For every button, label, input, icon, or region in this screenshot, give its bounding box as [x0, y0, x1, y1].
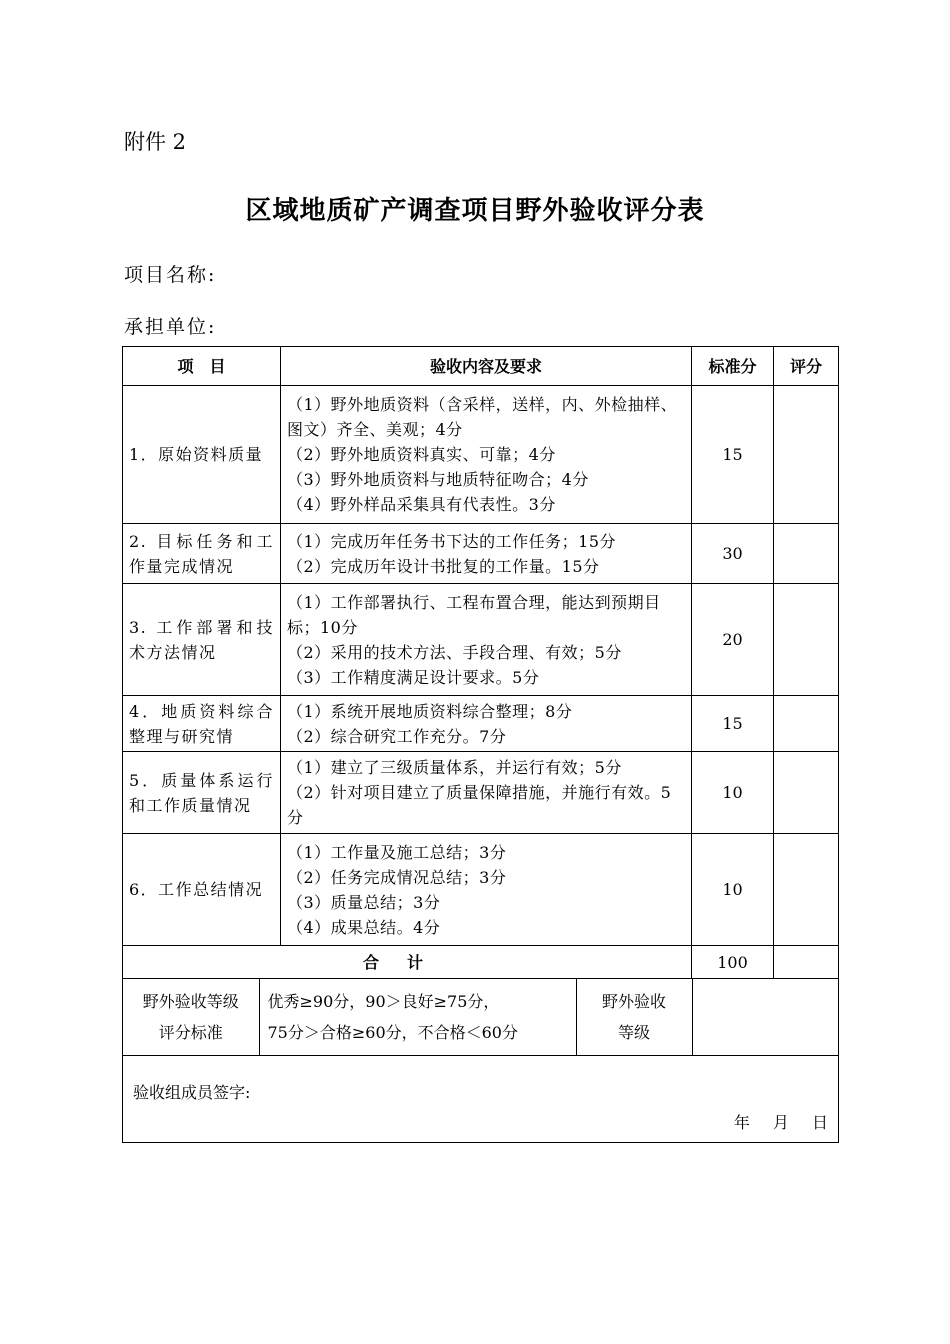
- content-line: （1）工作部署执行、工程布置合理，能达到预期目标；10分: [287, 592, 661, 637]
- content-line: （3）质量总结；3分: [287, 892, 441, 912]
- standard-score: 15: [692, 696, 774, 752]
- table-row: [123, 752, 839, 834]
- attachment-label: 附件 2: [124, 130, 187, 154]
- grade-level-line: 等级: [617, 1023, 650, 1042]
- project-name-label: 项目名称:: [124, 264, 217, 286]
- signature-section[interactable]: [123, 1056, 839, 1143]
- score-input-cell[interactable]: [774, 584, 839, 696]
- item-cell: 2. 目标任务和工作量完成情况: [123, 524, 281, 584]
- item-cell: 6．工作总结情况: [123, 834, 281, 946]
- grade-criteria-line: 优秀≥90分，90＞良好≥75分，: [267, 992, 500, 1011]
- table-row: [123, 696, 839, 752]
- grade-level-value[interactable]: [692, 979, 839, 1055]
- item-cell: 1．原始资料质量: [123, 386, 281, 524]
- score-input-cell[interactable]: [774, 524, 839, 584]
- item-cell: 4．地质资料综合整理与研究情: [123, 696, 281, 752]
- grade-level-line: 野外验收: [601, 992, 666, 1011]
- content-line: （2）野外地质资料真实、可靠；4分: [287, 445, 556, 464]
- table-row: [123, 584, 839, 696]
- standard-score: 30: [692, 524, 774, 584]
- total-score-cell[interactable]: [774, 946, 839, 979]
- content-line: （2）完成历年设计书批复的工作量。15分: [287, 556, 600, 576]
- content-line: （2）针对项目建立了质量保障措施，并施行有效。5分: [287, 783, 672, 827]
- unit-label: 承担单位:: [124, 316, 217, 338]
- content-line: （1）系统开展地质资料综合整理；8分: [287, 701, 573, 721]
- grade-row: [123, 979, 839, 1056]
- standard-score: 15: [692, 386, 774, 524]
- standard-score: 20: [692, 584, 774, 696]
- header-item: 项 目: [123, 347, 281, 386]
- content-line: （3）野外地质资料与地质特征吻合；4分: [287, 470, 589, 489]
- total-label: 合计: [123, 946, 692, 979]
- content-cell: [281, 752, 692, 834]
- score-input-cell[interactable]: [774, 386, 839, 524]
- table-row: [123, 524, 839, 584]
- table-row: [123, 834, 839, 946]
- page-title: 区域地质矿产调查项目野外验收评分表: [245, 196, 705, 226]
- total-standard: 100: [692, 946, 774, 979]
- header-row: [123, 347, 839, 386]
- grade-criteria-line: 75分＞合格≥60分，不合格＜60分: [267, 1023, 518, 1042]
- content-line: （2）任务完成情况总结；3分: [287, 867, 507, 887]
- content-line: （2）采用的技术方法、手段合理、有效；5分: [287, 642, 622, 662]
- grade-label-line: 野外验收等级: [142, 992, 239, 1011]
- standard-score: 10: [692, 834, 774, 946]
- grade-label-line: 评分标准: [158, 1023, 223, 1042]
- content-line: （3）工作精度满足设计要求。5分: [287, 667, 540, 687]
- content-line: （1）工作量及施工总结；3分: [287, 842, 507, 862]
- content-line: （4）成果总结。4分: [287, 917, 441, 937]
- signature-date: 年 月 日: [733, 1113, 828, 1132]
- standard-score: 10: [692, 752, 774, 834]
- signature-label: 验收组成员签字:: [133, 1083, 251, 1102]
- item-cell: 3. 工作部署和技术方法情况: [123, 584, 281, 696]
- header-content: 验收内容及要求: [281, 347, 692, 386]
- item-cell: 5．质量体系运行和工作质量情况: [123, 752, 281, 834]
- grade-criteria-label: [123, 979, 259, 1055]
- content-line: （4）野外样品采集具有代表性。3分: [287, 495, 556, 514]
- total-row: [123, 946, 839, 979]
- score-input-cell[interactable]: [774, 834, 839, 946]
- grade-level-label: [576, 979, 692, 1055]
- content-cell: [281, 524, 692, 584]
- table-row: [123, 386, 839, 524]
- content-cell: [281, 584, 692, 696]
- content-cell: [281, 696, 692, 752]
- grade-section: [123, 979, 839, 1056]
- score-table: [122, 346, 839, 1143]
- content-cell: [281, 386, 692, 524]
- score-input-cell[interactable]: [774, 752, 839, 834]
- content-line: （2）综合研究工作充分。7分: [287, 726, 507, 746]
- grade-criteria: [259, 979, 576, 1055]
- score-input-cell[interactable]: [774, 696, 839, 752]
- content-cell: [281, 834, 692, 946]
- header-score: 评分: [774, 347, 839, 386]
- content-line: （1）建立了三级质量体系，并运行有效；5分: [287, 758, 622, 777]
- signature-row: [123, 1056, 839, 1143]
- content-line: （1）野外地质资料（含采样，送样，内、外检抽样、图文）齐全、美观；4分: [287, 395, 678, 439]
- header-standard: 标准分: [692, 347, 774, 386]
- content-line: （1）完成历年任务书下达的工作任务；15分: [287, 531, 617, 551]
